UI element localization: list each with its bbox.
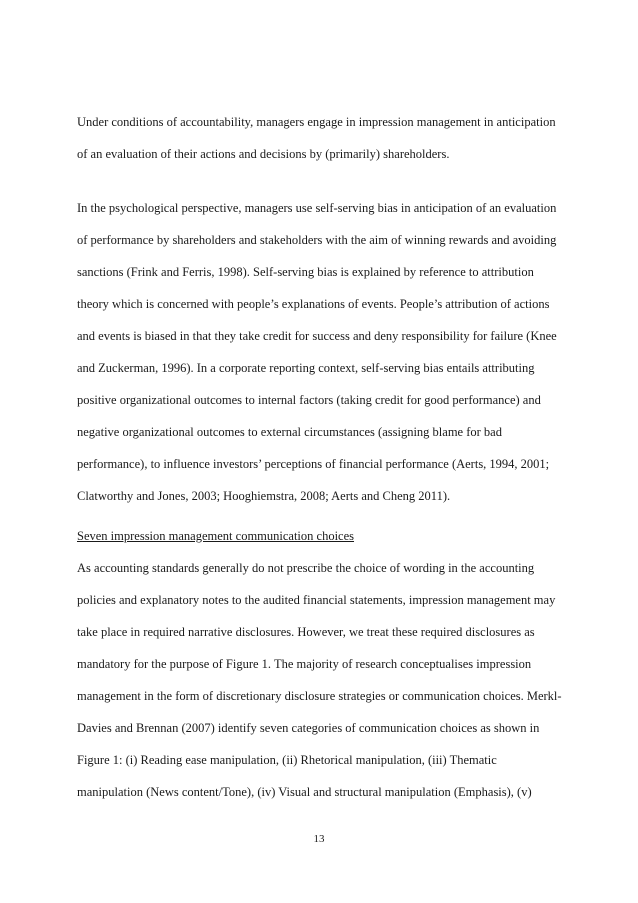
text-line: negative organizational outcomes to external circumstances (assigning blame for bad [77, 425, 502, 439]
text-line: Figure 1: (i) Reading ease manipulation, (ii) Rhetorical manipulation, (iii) Thematic [77, 753, 497, 767]
text-line: performance), to influence investors’ perceptions of financial performance (Aerts, 1994, 2001; [77, 457, 550, 471]
text-line: Under conditions of accountability, managers engage in impression management in anticipation [77, 115, 556, 129]
text-line: Clatworthy and Jones, 2003; Hooghiemstra, 2008; Aerts and Cheng 2011). [77, 489, 451, 503]
text-line: and events is biased in that they take credit for success and deny responsibility for failure (Knee [77, 329, 557, 343]
text-line: theory which is concerned with people’s explanations of events. People’s attribution of actions [77, 297, 550, 311]
text-line: mandatory for the purpose of Figure 1. The majority of research conceptualises impression [77, 657, 532, 671]
text-line: As accounting standards generally do not prescribe the choice of wording in the accounting [77, 561, 535, 575]
text-line: Davies and Brennan (2007) identify seven categories of communication choices as shown in [77, 721, 540, 735]
text-line: management in the form of discretionary disclosure strategies or communication choices. Merkl- [77, 689, 562, 703]
text-line: of an evaluation of their actions and decisions by (primarily) shareholders. [77, 147, 450, 161]
section-heading: Seven impression management communication choices [77, 529, 355, 543]
text-line: manipulation (News content/Tone), (iv) Visual and structural manipulation (Emphasis), (v) [77, 785, 532, 799]
text-line: positive organizational outcomes to internal factors (taking credit for good performance) and [77, 393, 541, 407]
text-line: sanctions (Frink and Ferris, 1998). Self-serving bias is explained by reference to attribution [77, 265, 534, 279]
text-line: In the psychological perspective, managers use self-serving bias in anticipation of an evaluation [77, 201, 557, 215]
text-line: take place in required narrative disclosures. However, we treat these required disclosures as [77, 625, 535, 639]
text-line: and Zuckerman, 1996). In a corporate reporting context, self-serving bias entails attributing [77, 361, 535, 375]
page-number: 13 [313, 833, 325, 845]
text-line: of performance by shareholders and stakeholders with the aim of winning rewards and avoiding [77, 233, 557, 247]
text-line: policies and explanatory notes to the audited financial statements, impression management may [77, 593, 556, 607]
